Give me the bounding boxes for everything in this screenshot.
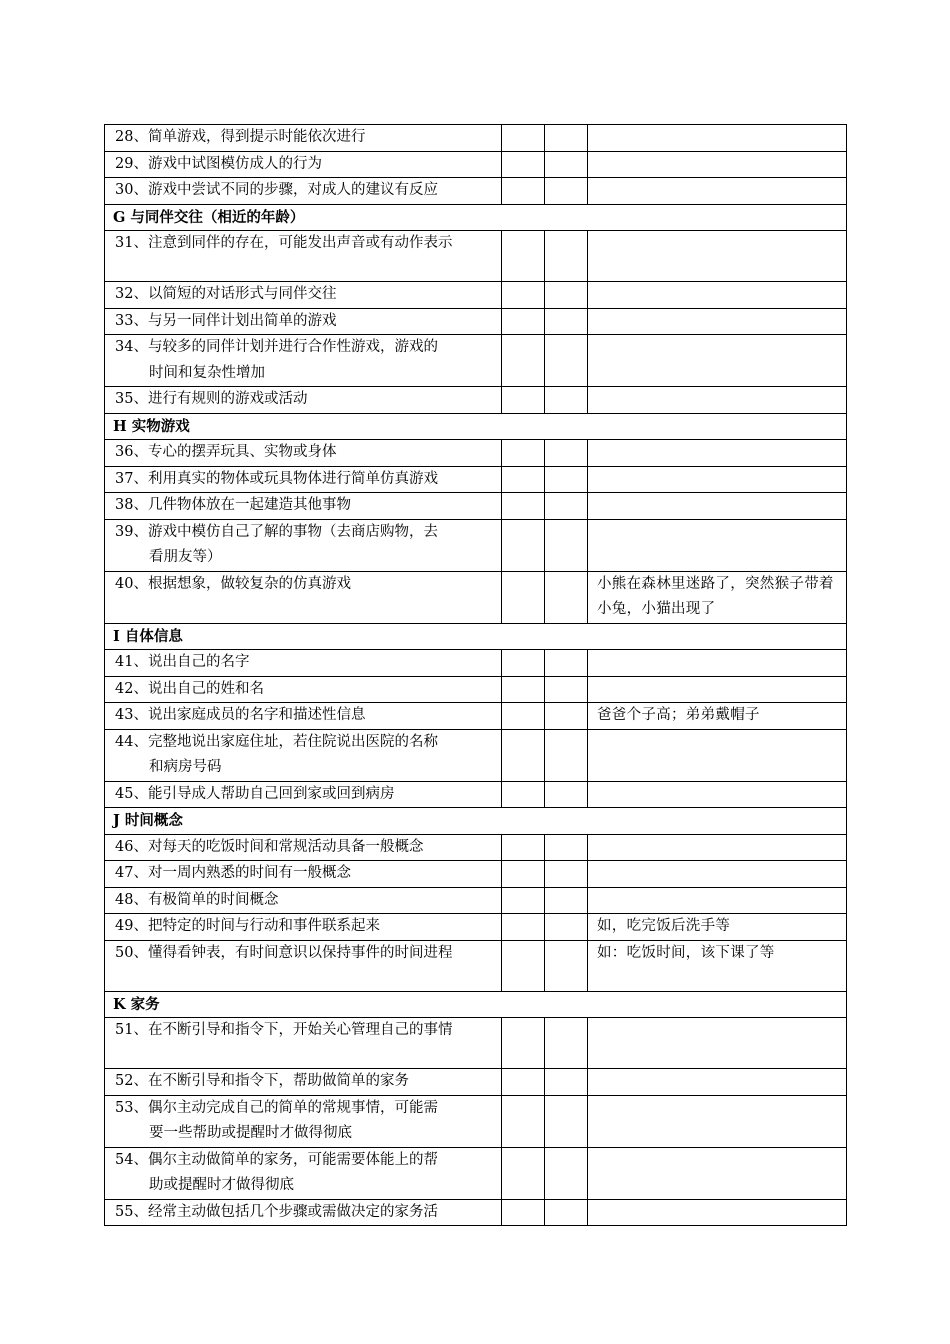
note-cell[interactable]	[588, 308, 847, 335]
table-row	[105, 151, 847, 178]
check-cell-1[interactable]	[502, 466, 545, 493]
note-cell[interactable]: 如，吃完饭后洗手等	[588, 914, 847, 941]
item-text: 39、游戏中模仿自己了解的事物（去商店购物，去	[115, 523, 438, 540]
item-description	[105, 151, 502, 178]
note-cell[interactable]: 爸爸个子高；弟弟戴帽子	[588, 703, 847, 730]
table-row	[105, 650, 847, 677]
table-row	[105, 1018, 847, 1069]
item-description	[105, 940, 502, 991]
note-cell[interactable]	[588, 335, 847, 387]
check-cell-1[interactable]	[502, 1095, 545, 1147]
check-cell-1[interactable]	[502, 440, 545, 467]
check-cell-1[interactable]	[502, 729, 545, 781]
item-description	[105, 703, 502, 730]
check-cell-2[interactable]	[545, 834, 588, 861]
category-row	[105, 413, 847, 440]
item-description	[105, 231, 502, 282]
item-description	[105, 335, 502, 387]
table-row	[105, 861, 847, 888]
item-text: 34、与较多的同伴计划并进行合作性游戏，游戏的	[115, 339, 438, 355]
item-text-continued: 要一些帮助或提醒时才做得彻底	[149, 1125, 352, 1141]
note-cell[interactable]	[588, 834, 847, 861]
check-cell-1[interactable]	[502, 1147, 545, 1199]
note-cell[interactable]	[588, 125, 847, 152]
item-text: 38、几件物体放在一起建造其他事物	[115, 497, 351, 513]
check-cell-1[interactable]	[502, 387, 545, 414]
table-row	[105, 676, 847, 703]
item-text: 50、懂得看钟表，有时间意识以保持事件的时间进程	[115, 944, 453, 961]
check-cell-2[interactable]	[545, 335, 588, 387]
item-text: 29、游戏中试图模仿成人的行为	[115, 155, 322, 172]
check-cell-1[interactable]	[502, 914, 545, 941]
check-cell-1[interactable]	[502, 781, 545, 808]
item-text: 30、游戏中尝试不同的步骤，对成人的建议有反应	[115, 182, 438, 198]
item-text-continued: 和病房号码	[149, 759, 222, 775]
category-heading: I 自体信息	[105, 623, 847, 650]
check-cell-1[interactable]	[502, 834, 545, 861]
note-cell[interactable]	[588, 729, 847, 781]
check-cell-2[interactable]	[545, 231, 588, 282]
category-row	[105, 623, 847, 650]
item-description	[105, 861, 502, 888]
check-cell-1[interactable]	[502, 1018, 545, 1069]
item-text: 47、对一周内熟悉的时间有一般概念	[115, 865, 351, 881]
item-text: 45、能引导成人帮助自己回到家或回到病房	[115, 785, 395, 802]
table-row	[105, 308, 847, 335]
category-row	[105, 808, 847, 835]
item-text: 49、把特定的时间与行动和事件联系起来	[115, 918, 380, 934]
check-cell-1[interactable]	[502, 493, 545, 520]
table-row	[105, 1069, 847, 1096]
note-cell[interactable]	[588, 781, 847, 808]
table-row	[105, 440, 847, 467]
item-text: 33、与另一同伴计划出简单的游戏	[115, 312, 337, 329]
note-cell[interactable]	[588, 282, 847, 309]
check-cell-1[interactable]	[502, 231, 545, 282]
check-cell-2[interactable]	[545, 125, 588, 152]
table-row	[105, 335, 847, 387]
item-description	[105, 1018, 502, 1069]
check-cell-2[interactable]	[545, 650, 588, 677]
item-text: 36、专心的摆弄玩具、实物或身体	[115, 444, 337, 460]
check-cell-2[interactable]	[545, 676, 588, 703]
check-cell-2[interactable]	[545, 519, 588, 571]
check-cell-2[interactable]	[545, 887, 588, 914]
check-cell-1[interactable]	[502, 178, 545, 205]
item-text: 42、说出自己的姓和名	[115, 680, 264, 697]
note-cell[interactable]	[588, 151, 847, 178]
item-text: 51、在不断引导和指令下，开始关心管理自己的事情	[115, 1022, 453, 1038]
item-description	[105, 650, 502, 677]
table-row	[105, 282, 847, 309]
check-cell-1[interactable]	[502, 308, 545, 335]
category-row	[105, 991, 847, 1018]
table-row	[105, 231, 847, 282]
check-cell-1[interactable]	[502, 571, 545, 623]
note-cell[interactable]	[588, 440, 847, 467]
table-row	[105, 914, 847, 941]
category-heading: H 实物游戏	[105, 413, 847, 440]
check-cell-1[interactable]	[502, 861, 545, 888]
item-description	[105, 440, 502, 467]
table-row	[105, 493, 847, 520]
check-cell-2[interactable]	[545, 1095, 588, 1147]
assessment-table	[104, 124, 847, 1226]
note-cell[interactable]	[588, 1095, 847, 1147]
item-description	[105, 178, 502, 205]
check-cell-2[interactable]	[545, 466, 588, 493]
table-row	[105, 1199, 847, 1226]
item-description	[105, 729, 502, 781]
item-text: 48、有极简单的时间概念	[115, 891, 279, 908]
note-cell[interactable]	[588, 650, 847, 677]
item-description	[105, 834, 502, 861]
table-row	[105, 466, 847, 493]
check-cell-2[interactable]	[545, 282, 588, 309]
item-description	[105, 887, 502, 914]
table-row	[105, 1095, 847, 1147]
note-cell[interactable]	[588, 861, 847, 888]
item-description	[105, 781, 502, 808]
check-cell-2[interactable]	[545, 1069, 588, 1096]
note-cell[interactable]	[588, 1199, 847, 1226]
check-cell-2[interactable]	[545, 308, 588, 335]
item-text: 31、注意到同伴的存在，可能发出声音或有动作表示	[115, 235, 453, 251]
check-cell-2[interactable]	[545, 729, 588, 781]
item-text: 41、说出自己的名字	[115, 654, 250, 670]
check-cell-1[interactable]	[502, 1199, 545, 1226]
item-description	[105, 1069, 502, 1096]
check-cell-2[interactable]	[545, 940, 588, 991]
table-row	[105, 519, 847, 571]
check-cell-2[interactable]	[545, 1018, 588, 1069]
check-cell-1[interactable]	[502, 282, 545, 309]
item-description	[105, 1147, 502, 1199]
check-cell-2[interactable]	[545, 914, 588, 941]
check-cell-1[interactable]	[502, 940, 545, 991]
item-description	[105, 387, 502, 414]
check-cell-1[interactable]	[502, 151, 545, 178]
item-text: 52、在不断引导和指令下，帮助做简单的家务	[115, 1073, 409, 1089]
item-description	[105, 676, 502, 703]
table-row	[105, 940, 847, 991]
item-description	[105, 282, 502, 309]
note-cell[interactable]	[588, 387, 847, 414]
table-body	[105, 125, 847, 1226]
check-cell-2[interactable]	[545, 440, 588, 467]
item-text-continued: 助或提醒时才做得彻底	[149, 1177, 294, 1193]
item-text: 53、偶尔主动完成自己的简单的常规事情，可能需	[115, 1099, 438, 1116]
check-cell-1[interactable]	[502, 125, 545, 152]
item-text: 32、以简短的对话形式与同伴交往	[115, 286, 337, 302]
item-text: 54、偶尔主动做简单的家务，可能需要体能上的帮	[115, 1151, 438, 1168]
item-text: 28、简单游戏，得到提示时能依次进行	[115, 129, 366, 145]
item-description	[105, 519, 502, 571]
item-text: 43、说出家庭成员的名字和描述性信息	[115, 707, 366, 723]
item-description	[105, 1095, 502, 1147]
check-cell-1[interactable]	[502, 1069, 545, 1096]
table-row	[105, 178, 847, 205]
table-row	[105, 834, 847, 861]
check-cell-2[interactable]	[545, 178, 588, 205]
check-cell-2[interactable]	[545, 861, 588, 888]
check-cell-1[interactable]	[502, 650, 545, 677]
table-row	[105, 387, 847, 414]
table-row	[105, 571, 847, 623]
check-cell-1[interactable]	[502, 335, 545, 387]
note-cell[interactable]	[588, 178, 847, 205]
note-cell[interactable]	[588, 231, 847, 282]
item-text: 44、完整地说出家庭住址，若住院说出医院的名称	[115, 733, 438, 750]
item-text-continued: 时间和复杂性增加	[149, 364, 265, 381]
note-cell[interactable]: 小熊在森林里迷路了，突然猴子带着小兔，小猫出现了	[588, 571, 847, 623]
table-row	[105, 703, 847, 730]
check-cell-1[interactable]	[502, 887, 545, 914]
check-cell-2[interactable]	[545, 387, 588, 414]
check-cell-2[interactable]	[545, 493, 588, 520]
note-cell[interactable]	[588, 887, 847, 914]
item-text-continued: 看朋友等）	[149, 549, 222, 565]
table-row	[105, 729, 847, 781]
item-text: 35、进行有规则的游戏或活动	[115, 391, 308, 407]
note-cell[interactable]	[588, 1018, 847, 1069]
category-heading: G 与同伴交往（相近的年龄）	[105, 204, 847, 231]
item-text: 46、对每天的吃饭时间和常规活动具备一般概念	[115, 838, 424, 855]
item-description	[105, 125, 502, 152]
note-cell[interactable]	[588, 466, 847, 493]
item-text: 55、经常主动做包括几个步骤或需做决定的家务活	[115, 1203, 438, 1220]
check-cell-2[interactable]	[545, 1199, 588, 1226]
note-cell[interactable]: 如：吃饭时间，该下课了等	[588, 940, 847, 991]
table-row	[105, 125, 847, 152]
table-row	[105, 781, 847, 808]
category-heading: J 时间概念	[105, 808, 847, 835]
check-cell-2[interactable]	[545, 703, 588, 730]
item-description	[105, 571, 502, 623]
check-cell-1[interactable]	[502, 703, 545, 730]
check-cell-2[interactable]	[545, 781, 588, 808]
category-row	[105, 204, 847, 231]
table-row	[105, 887, 847, 914]
item-text: 40、根据想象，做较复杂的仿真游戏	[115, 575, 351, 592]
item-description	[105, 1199, 502, 1226]
item-description	[105, 493, 502, 520]
category-heading: K 家务	[105, 991, 847, 1018]
note-cell[interactable]	[588, 519, 847, 571]
table-row	[105, 1147, 847, 1199]
item-description	[105, 914, 502, 941]
note-cell[interactable]	[588, 493, 847, 520]
check-cell-2[interactable]	[545, 151, 588, 178]
item-description	[105, 466, 502, 493]
check-cell-2[interactable]	[545, 571, 588, 623]
check-cell-1[interactable]	[502, 519, 545, 571]
note-cell[interactable]	[588, 676, 847, 703]
note-cell[interactable]	[588, 1069, 847, 1096]
check-cell-2[interactable]	[545, 1147, 588, 1199]
note-cell[interactable]	[588, 1147, 847, 1199]
item-text: 37、利用真实的物体或玩具物体进行简单仿真游戏	[115, 470, 438, 487]
item-description	[105, 308, 502, 335]
check-cell-1[interactable]	[502, 676, 545, 703]
